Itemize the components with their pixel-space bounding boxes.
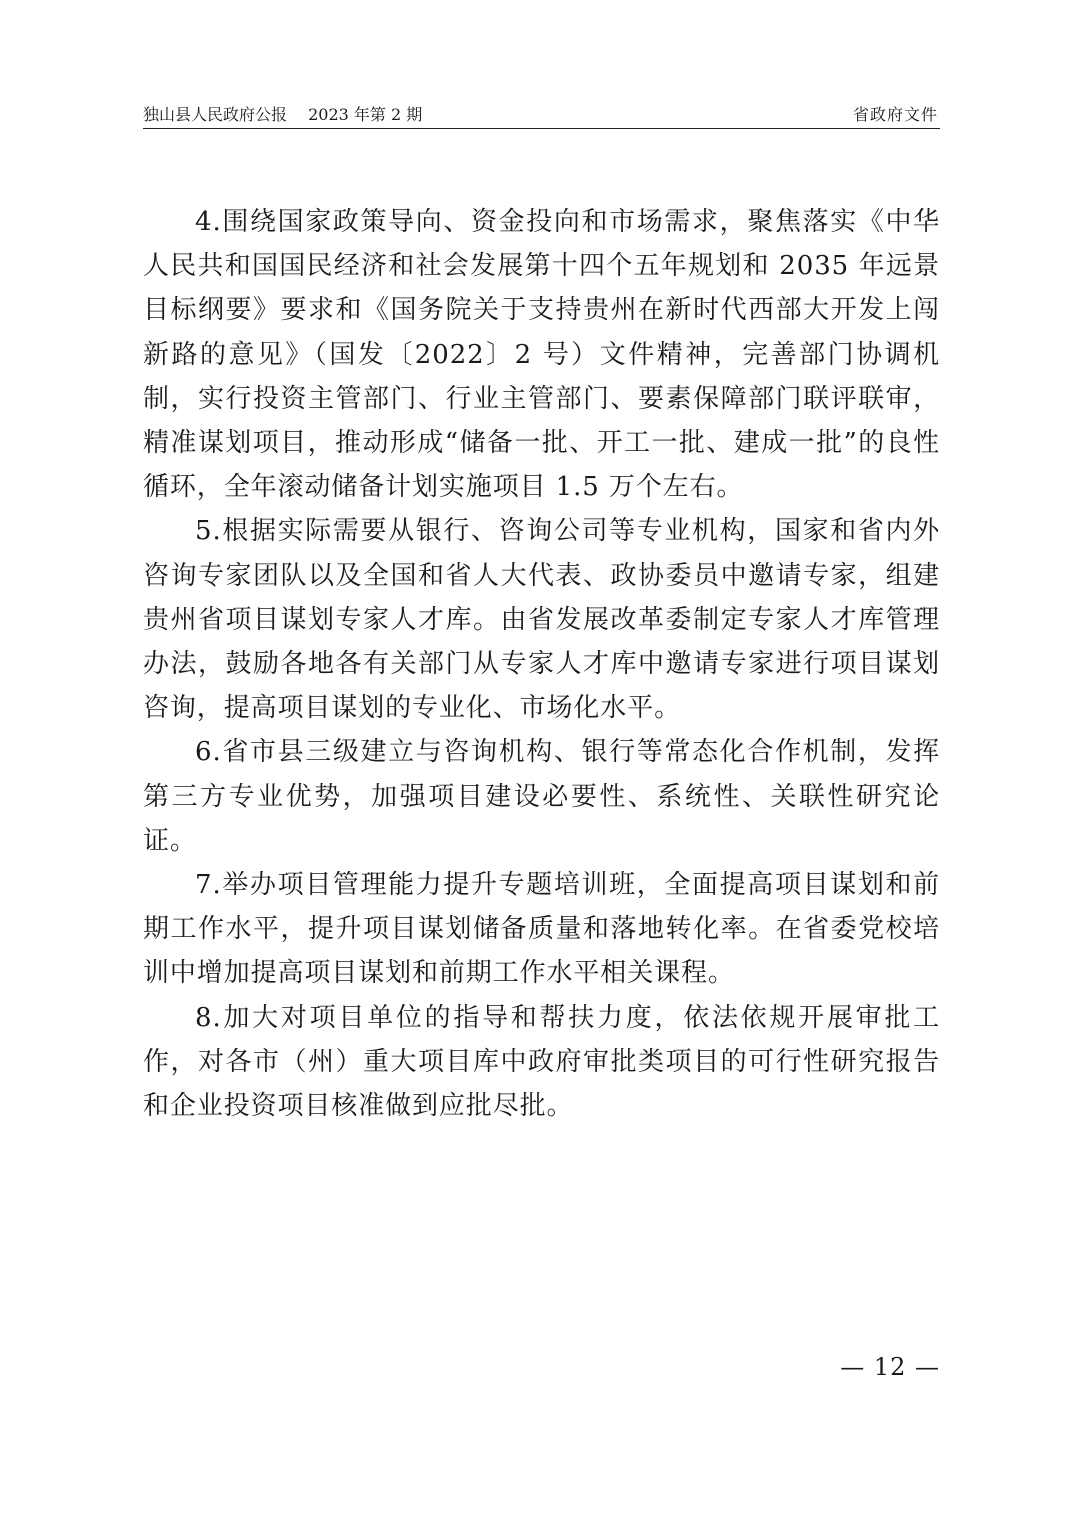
page-header (143, 104, 940, 129)
paragraph-6: 6.省市县三级建立与咨询机构、银行等常态化合作机制，发挥第三方专业优势，加强项目建设必要性、系统性、关联性研究论证。 (143, 737, 940, 856)
header-publication-info: 独山县人民政府公报 2023 年第 2 期 (143, 105, 423, 124)
document-body (143, 200, 940, 1128)
paragraph-5: 5.根据实际需要从银行、咨询公司等专业机构，国家和省内外咨询专家团队以及全国和省人大代表、政协委员中邀请专家，组建贵州省项目谋划专家人才库。由省发展改革委制定专家人才库管理办法，鼓励各地各有关部门从专家人才库中邀请专家进行项目谋划咨询，提高项目谋划的专业化、市场化水平。 (143, 516, 940, 724)
paragraph-4: 4.围绕国家政策导向、资金投向和市场需求，聚焦落实《中华人民共和国国民经济和社会发展第十四个五年规划和 2035 年远景目标纲要》要求和《国务院关于支持贵州在新时代西部大开发上闯新路的意见》（国发〔2022〕2 号）文件精神，完善部门协调机制，实行投资主管部门、行业主管部门、要素保障部门联评联审，精准谋划项目，推动形成“储备一批、开工一批、建成一批”的良性循环，全年滚动储备计划实施项目 1.5 万个左右。 (143, 207, 940, 503)
paragraph-7: 7.举办项目管理能力提升专题培训班，全面提高项目谋划和前期工作水平，提升项目谋划储备质量和落地转化率。在省委党校培训中增加提高项目谋划和前期工作水平相关课程。 (143, 870, 940, 989)
paragraph-8: 8.加大对项目单位的指导和帮扶力度，依法依规开展审批工作，对各市（州）重大项目库中政府审批类项目的可行性研究报告和企业投资项目核准做到应批尽批。 (143, 1002, 940, 1122)
header-section-title: 省政府文件 (852, 105, 938, 124)
page-number: — 12 — (840, 1353, 940, 1381)
